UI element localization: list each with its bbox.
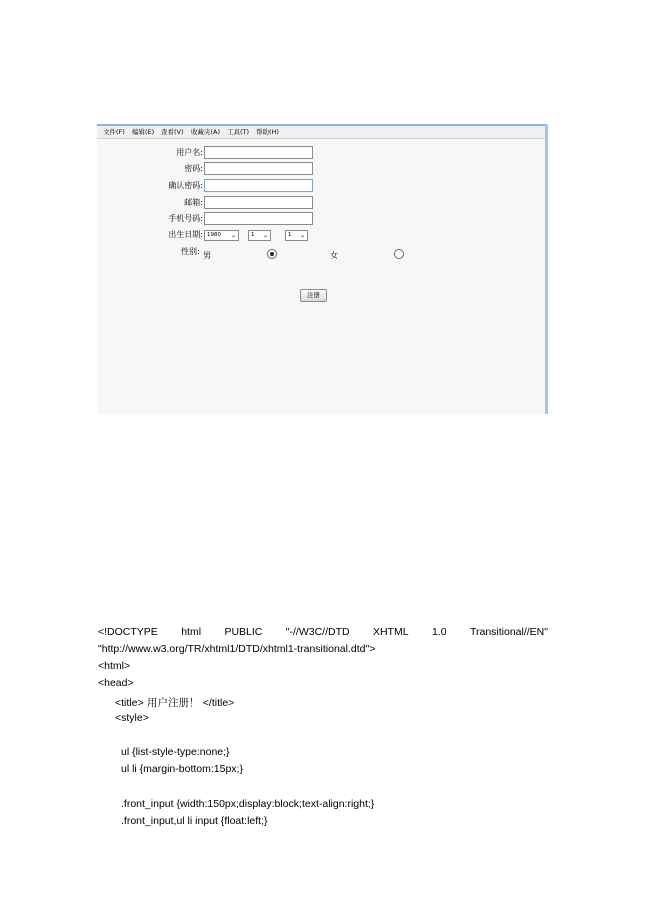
doctype-token: XHTML: [372, 626, 409, 638]
title-text: 用户注册！: [143, 697, 203, 709]
phone-label: 手机号码:: [168, 214, 203, 223]
doctype-token: Transitional//EN": [469, 626, 548, 638]
menu-edit[interactable]: 编辑(E): [132, 128, 155, 136]
screenshot-panel: [97, 124, 548, 414]
gender-female-label: 女: [330, 251, 338, 260]
code-line: .front_input {width:150px;display:block;text-align:right;}: [121, 798, 375, 810]
code-line: ul {list-style-type:none;}: [121, 746, 230, 758]
code-doctype-line: [98, 626, 548, 638]
radio-selected-dot: [270, 252, 274, 256]
menu-tools[interactable]: 工具(T): [227, 128, 250, 136]
register-button[interactable]: 注册: [300, 289, 327, 302]
username-label: 用户名:: [176, 148, 203, 157]
password-label: 密码:: [184, 164, 203, 173]
birth-year-value: 1980: [207, 232, 221, 238]
code-line: .front_input,ul li input {float:left;}: [121, 815, 268, 827]
menu-file[interactable]: 文件(F): [103, 128, 125, 136]
email-input[interactable]: [204, 196, 313, 209]
gender-male-label: 男: [203, 251, 211, 260]
confirm-password-input[interactable]: [204, 179, 313, 192]
birth-month-select[interactable]: [248, 230, 271, 241]
password-row: [97, 162, 548, 175]
birth-day-value: 1: [288, 232, 292, 238]
chevron-down-icon: ⌄: [230, 232, 236, 239]
confirm-row: [97, 179, 548, 192]
code-line: ul li {margin-bottom:15px;}: [121, 763, 243, 775]
code-line: "http://www.w3.org/TR/xhtml1/DTD/xhtml1-transitional.dtd">: [98, 643, 376, 655]
doctype-token: <!DOCTYPE: [98, 626, 158, 638]
menu-favorites[interactable]: 收藏夹(A): [191, 128, 221, 136]
chevron-down-icon: ⌄: [299, 232, 305, 239]
confirm-password-label: 确认密码:: [168, 181, 203, 190]
birth-year-select[interactable]: [204, 230, 239, 241]
email-row: [97, 196, 548, 209]
password-input[interactable]: [204, 162, 313, 175]
email-label: 邮箱:: [184, 198, 203, 207]
code-line: <head>: [98, 677, 134, 689]
phone-row: [97, 212, 548, 225]
username-input[interactable]: [204, 146, 313, 159]
doctype-token: "-//W3C//DTD: [285, 626, 350, 638]
chevron-down-icon: ⌄: [262, 232, 268, 239]
gender-female-radio[interactable]: [394, 249, 404, 259]
username-row: [97, 146, 548, 159]
doctype-token: PUBLIC: [224, 626, 263, 638]
menu-help[interactable]: 帮助(H): [256, 128, 279, 136]
code-line: <style>: [115, 712, 149, 724]
doctype-token: 1.0: [431, 626, 447, 638]
doctype-token: html: [181, 626, 202, 638]
phone-input[interactable]: [204, 212, 313, 225]
code-line: <html>: [98, 660, 131, 672]
gender-label: 性别:: [181, 247, 200, 256]
title-open-tag: <title>: [115, 697, 144, 709]
birthdate-row: [97, 228, 548, 241]
gender-male-radio[interactable]: [267, 249, 277, 259]
birthdate-label: 出生日期:: [168, 230, 203, 239]
code-title-line: [115, 695, 234, 710]
title-close-tag: </title>: [202, 697, 235, 709]
menu-view[interactable]: 查看(V): [161, 128, 184, 136]
menu-bar: [97, 126, 545, 139]
birth-month-value: 1: [251, 232, 255, 238]
birth-day-select[interactable]: [285, 230, 308, 241]
